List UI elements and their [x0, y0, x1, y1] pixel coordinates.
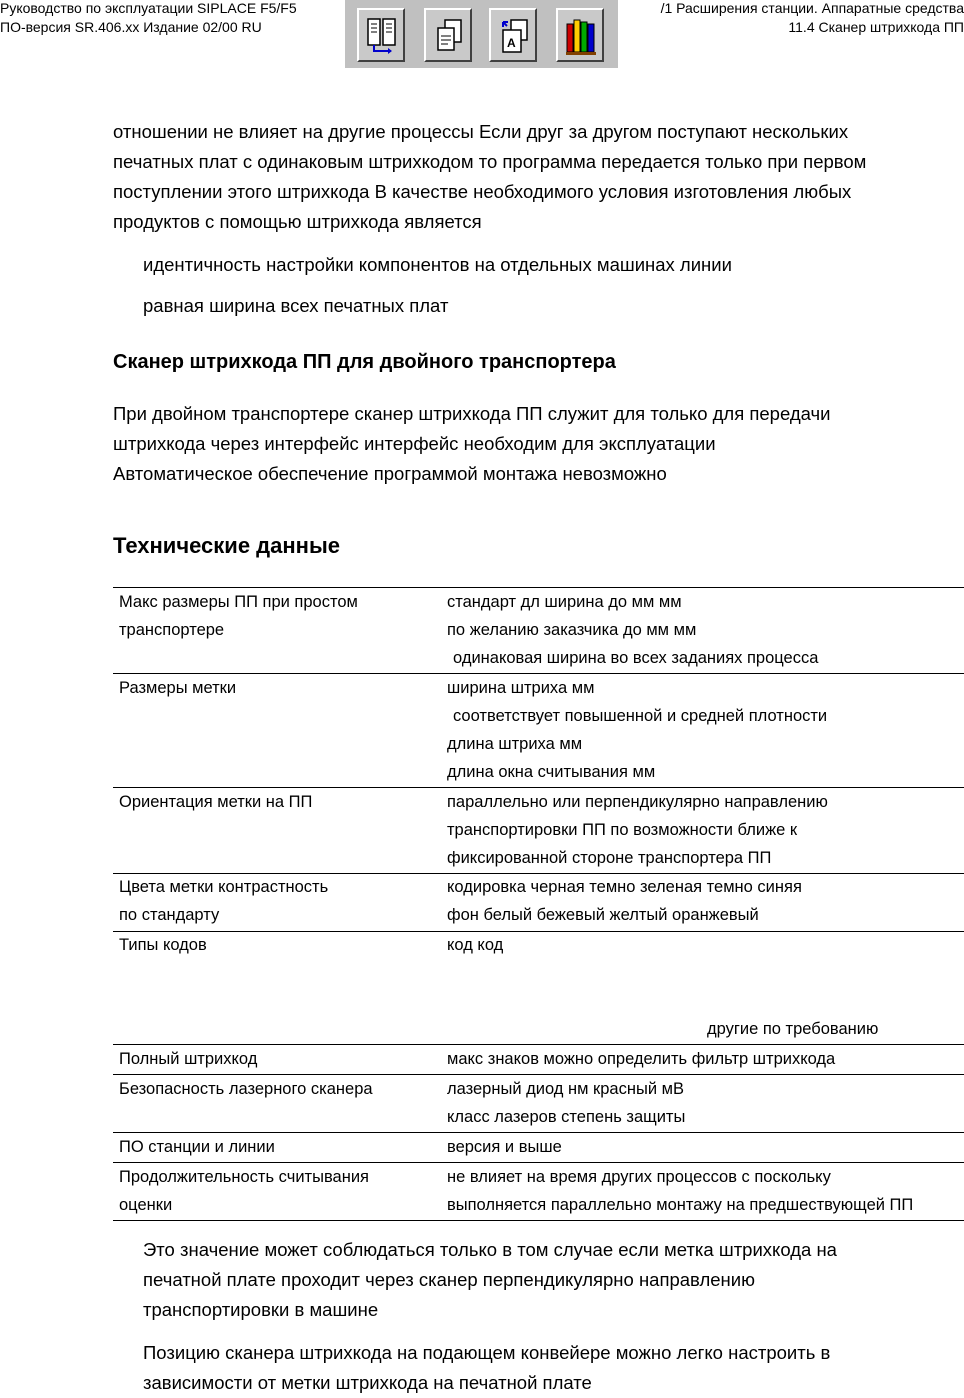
intro-line-2: печатных плат с одинаковым штрихкодом то программа передается только при первом — [113, 151, 867, 172]
library-books-icon — [566, 18, 598, 56]
contents-icon — [367, 18, 397, 54]
row-value: кодировка черная темно зеленая темно синяя — [447, 878, 802, 896]
search-text-button[interactable] — [489, 8, 537, 62]
note-1-line-3: транспортировки в машине — [143, 1299, 379, 1320]
row-value: стандарт дл ширина до мм мм — [447, 593, 682, 611]
row-label: Цвета метки контрастность — [119, 878, 329, 896]
library-button[interactable] — [556, 8, 604, 62]
tech-data-heading: Технические данные — [113, 533, 340, 558]
row-label: ПО станции и линии — [119, 1138, 275, 1156]
header-chapter: /1 Расширения станции. Аппаратные средства — [660, 0, 964, 16]
pages-icon — [434, 18, 464, 54]
row-value: одинаковая ширина во всех заданиях процесса — [453, 649, 819, 667]
row-label: Типы кодов — [119, 936, 207, 954]
row-value: параллельно или перпендикулярно направлению — [447, 793, 828, 811]
row-label: Размеры метки — [119, 679, 237, 697]
row-value: фон белый бежевый желтый оранжевый — [447, 906, 759, 924]
dual-conveyor-heading: Сканер штрихкода ПП для двойного транспортера — [113, 351, 616, 373]
table-rule — [113, 931, 964, 932]
row-label: Полный штрихкод — [119, 1050, 258, 1068]
row-label: Продолжительность считывания — [119, 1168, 369, 1186]
row-label: оценки — [119, 1196, 173, 1214]
row-value: класс лазеров степень защиты — [447, 1108, 686, 1126]
row-value: соответствует повышенной и средней плотности — [453, 707, 828, 725]
note-2-line-2: зависимости от метки штрихкода на печатной плате — [143, 1372, 592, 1393]
header-section: 11.4 Сканер штрихкода ПП — [788, 19, 964, 35]
dual-line-1: При двойном транспортере сканер штрихкода ПП служит для только для передачи — [113, 403, 831, 424]
row-value: выполняется параллельно монтажу на предшествующей ПП — [447, 1196, 914, 1214]
dual-line-3: Автоматическое обеспечение программой монтажа невозможно — [113, 463, 667, 484]
row-value: лазерный диод нм красный мВ — [447, 1080, 684, 1098]
row-value: длина штриха мм — [447, 735, 583, 753]
search-text-icon — [499, 18, 529, 54]
row-value: ширина штриха мм — [447, 679, 595, 697]
row-value: другие по требованию — [707, 1020, 879, 1038]
note-1-line-1: Это значение может соблюдаться только в том случае если метка штрихкода на — [143, 1239, 837, 1260]
svg-text:A: A — [507, 36, 516, 50]
intro-line-4: продуктов с помощью штрихкода является — [113, 211, 482, 232]
row-value: версия и выше — [447, 1138, 562, 1156]
row-label: Ориентация метки на ПП — [119, 793, 313, 811]
row-label: транспортере — [119, 621, 225, 639]
row-value: по желанию заказчика до мм мм — [447, 621, 697, 639]
row-label: Безопасность лазерного сканера — [119, 1080, 373, 1098]
row-label: Макс размеры ПП при простом — [119, 593, 358, 611]
intro-line-3: поступлении этого штрихкода В качестве необходимого условия изготовления любых — [113, 181, 852, 202]
note-1-line-2: печатной плате проходит через сканер перпендикулярно направлению — [143, 1269, 755, 1290]
pages-button[interactable] — [424, 8, 472, 62]
row-value: код код — [447, 936, 504, 954]
row-value: не влияет на время других процессов с поскольку — [447, 1168, 831, 1186]
intro-bullet-1: идентичность настройки компонентов на отдельных машинах линии — [143, 254, 732, 275]
contents-button[interactable] — [357, 8, 405, 62]
row-value: длина окна считывания мм — [447, 763, 656, 781]
note-2-line-1: Позицию сканера штрихкода на подающем конвейере можно легко настроить в — [143, 1342, 831, 1363]
header-manual-title: Руководство по эксплуатации SIPLACE F5/F5 — [0, 0, 297, 16]
header-version: ПО-версия SR.406.xx Издание 02/00 RU — [0, 19, 262, 35]
dual-line-2: штрихкода через интерфейс интерфейс необходим для эксплуатации — [113, 433, 716, 454]
intro-bullet-2: равная ширина всех печатных плат — [143, 295, 449, 316]
row-label: по стандарту — [119, 906, 220, 924]
row-value: макс знаков можно определить фильтр штрихкода — [447, 1050, 836, 1068]
row-value: транспортировки ПП по возможности ближе к — [447, 821, 798, 839]
row-value: фиксированной стороне транспортера ПП — [447, 849, 772, 867]
table-rule — [113, 1220, 964, 1221]
intro-line-1: отношении не влияет на другие процессы Если друг за другом поступают нескольких — [113, 121, 849, 142]
navigation-toolbar — [345, 0, 618, 68]
